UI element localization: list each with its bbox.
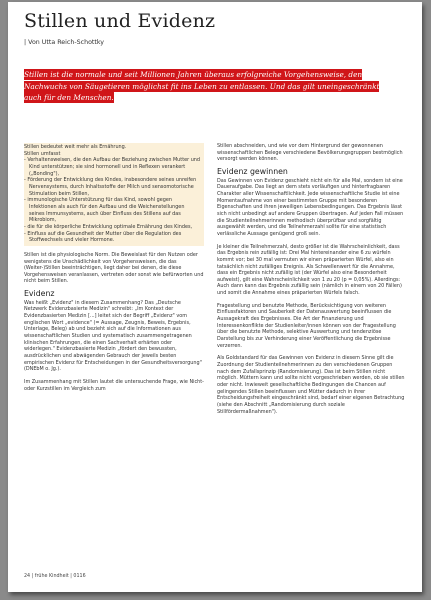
- section-heading: Evidenz: [24, 289, 55, 299]
- author-byline: | Von Utta Reich-Schottky: [24, 39, 105, 46]
- page-footer: 24 | frühe Kindheit | 0116: [24, 574, 86, 579]
- body-paragraph: Fragestellung und benutzte Methode, Berücksichtigung von weiteren Einflussfaktoren und Sauberkeit der Datenauswertung beeinflussen die Aussagekraft des Ergebnisses. Die Art der Finanzierung und Interessenkonflikte der Studienleiter/innen können von der Fragestellung über die benutzte Methode, selektive Auswertung und tendenziöse Darstellung bis zur Verhinderung einer Veröffentlichung die Ergebnisse verzerren.: [217, 302, 396, 349]
- section-heading: Evidenz gewinnen: [217, 166, 288, 176]
- box-intro-text: Stillen bedeutet weit mehr als Ernährung.: [24, 144, 127, 150]
- list-item: - die für die körperliche Entwicklung optimale Ernährung des Kindes,: [24, 224, 201, 231]
- lead-highlight-text: Stillen ist die normale und seit Millionen Jahren überaus erfolgreiche Vorgehensweise, den Nachwuchs von Säugetieren möglichst fit ins Leben zu entlassen. Und das gilt uneingeschränkt auch für den Menschen.: [24, 70, 380, 103]
- body-paragraph: Was heißt „Evidenz" in diesem Zusammenhang? Das „Deutsche Netzwerk Evidenzbasierte Medizin" schreibt: „Im Kontext der Evidenzbasierten Medizin [...] leitet sich der Begriff „Evidenz" vom englischen Wort „evidence" (= Aussage, Zeugnis, Beweis, Ergebnis, Unterlage, Beleg) ab und bezieht sich auf die Informationen aus wissenschaftlichen Studien und systematisch zusammengetragenen klinischen Erfahrungen, die einen Sachverhalt erhärten oder widerlegen." Evidenzbasierte Medizin „fördert den bewussten, ausdrücklichen und abwägenden Gebrauch der jeweils besten empirischen Evidenz für Entscheidungen in der Gesundheitsversorgung" (DNEbM o. Jg.).: [24, 299, 202, 373]
- body-paragraph: Als Goldstandard für das Gewinnen von Evidenz in diesem Sinne gilt die Zuordnung der Studienteilnehmerinnen zu den verschiedenen Gruppen nach dem Zufallsprinzip (Randomisierung). Das ist beim Stillen nicht möglich. Müttern kann und sollte nicht vorgeschrieben werden, ob sie stillen oder nicht. Inwieweit gesellschaftliche Bedingungen die Chancen auf gelingendes Stillen beeinflussen und Mütter dadurch in ihrer Entscheidungsfreiheit eingeschränkt sind, bedarf einer eigenen Betrachtung (siehe den Abschnitt „Randomisierung durch soziale Stillfördermaßnahmen").: [217, 355, 405, 415]
- article-title: Stillen und Evidenz: [24, 10, 216, 32]
- box-list: [24, 157, 201, 244]
- list-item: - Förderung der Entwicklung des Kindes, insbesondere seines unreifen Nervensystems, durch Inhaltsstoffe der Milch und sensomotorische Stimulation beim Stillen,: [24, 177, 201, 197]
- lead-paragraph: [24, 69, 389, 104]
- body-paragraph: Im Zusammenhang mit Stillen lautet die untersuchende Frage, wie Nicht- oder Kurzstillen im Vergleich zum: [24, 379, 204, 392]
- left-column: [24, 143, 204, 398]
- body-paragraph: Stillen ist die physiologische Norm. Die Beweislast für den Nutzen oder wenigstens die Unschädlichkeit von Vorgehensweisen, die das (Weiter-)Stillen beeinträchtigen, liegt daher bei denen, die diese Vorgehensweisen veranlassen, vertreten oder sonst wie befürworten und nicht beim Stillen.: [24, 251, 204, 285]
- list-item: - Einfluss auf die Gesundheit der Mutter über die Regulation des Stoffwechsels und vieler Hormone.: [24, 231, 201, 244]
- box-intro-text: Stillen umfasst: [24, 150, 61, 157]
- body-paragraph: Je kleiner die Teilnehmerzahl, desto größer ist die Wahrscheinlichkeit, dass das Ergebnis rein zufällig ist: Drei Mal hintereinander eine 6 zu würfeln kommt vor; bei 30 mal vermuten wir einen präparierten Würfel, also ein tatsächlich nicht zufälliges Ereignis. Als Schwellenwert für die Annahme, dass ein Ergebnis nicht zufällig ist (der Würfel also eine Besonderheit aufweist), gilt eine Wahrscheinlichkeit von 1 zu 20 (p = 0,05%). Allerdings: Auch dann kann das Ergebnis zufällig sein (nämlich in einem von 20 Fällen) und somit die Annahme eines präparierten Würfels falsch.: [217, 243, 402, 297]
- body-paragraph: Stillen abschneiden, und wie vor dem Hintergrund der gewonnenen wissenschaftlichen Belege verschiedene Bevölkerungsgruppen bestmöglich versorgt werden können.: [217, 143, 403, 163]
- right-column: [217, 143, 405, 421]
- list-item: - immunologische Unterstützung für das Kind, sowohl gegen Infektionen als auch für den Aufbau und die Weichenstellungen seines Immunsystems, auch über Einfluss des Stillens auf das Mikrobiom,: [24, 197, 201, 224]
- body-paragraph: Das Gewinnen von Evidenz geschieht nicht ein für alle Mal, sondern ist eine Daueraufgabe. Das liegt an dem stets vorläufigen und hinterfragbaren Charakter aller Wissenschaftlichkeit. Jede wissenschaftliche Studie ist eine Momentaufnahme von einer bestimmten Gruppe mit besonderen Eigenschaften und ihren jeweiligen Lebensbedingungen. Das Ergebnis lässt sich nicht unbedingt auf andere Gruppen übertragen. Auf jeden Fall müssen die Studienteilnehmerinnen methodisch überprüfbar und sorgfältig ausgewählt werden, und die Teilnehmerzahl sollte für eine statistisch verlässliche Aussage genügend groß sein.: [217, 177, 404, 237]
- list-item: - Verhaltensweisen, die den Aufbau der Beziehung zwischen Mutter und Kind unterstützen; sie sind hormonell und in Reflexen verankert („Bonding"),: [24, 157, 201, 177]
- magazine-page: [8, 2, 422, 592]
- info-box: [24, 143, 204, 246]
